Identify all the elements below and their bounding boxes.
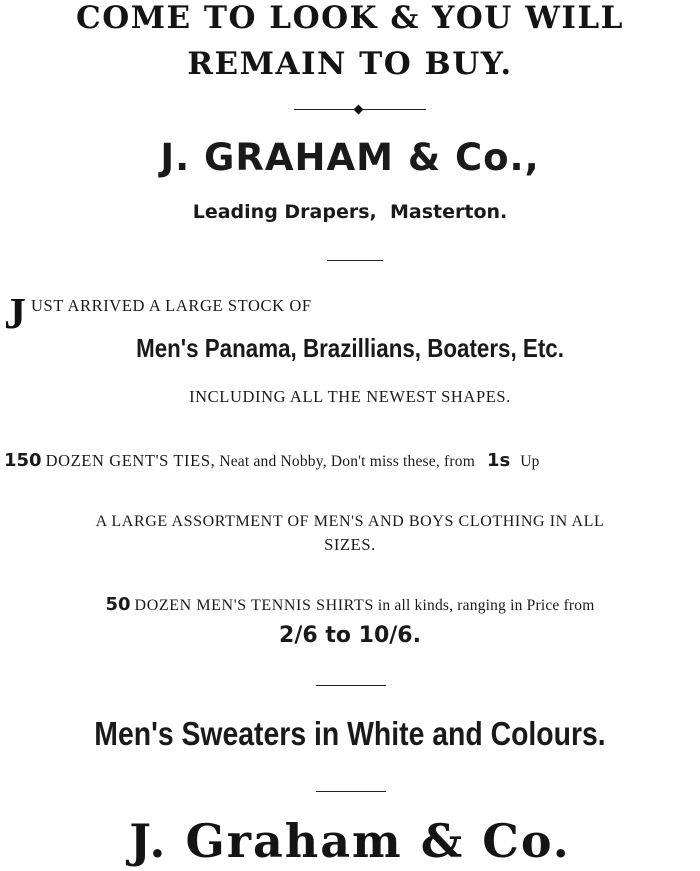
divider-rule-2 bbox=[316, 685, 386, 686]
headline-line-1: COME TO LOOK & YOU WILL bbox=[76, 0, 624, 36]
intro-text: UST ARRIVED A LARGE STOCK OF bbox=[31, 296, 312, 315]
ties-detail: Neat and Nobby, Don't miss these, from bbox=[219, 453, 475, 470]
shirts-quantity: 50 bbox=[105, 594, 131, 615]
footer-name: J. Graham & Co. bbox=[129, 814, 571, 868]
clothing-line-2: SIZES. bbox=[324, 535, 376, 554]
clothing-line-1: A LARGE ASSORTMENT OF MEN'S AND BOYS CLOTHING IN ALL bbox=[95, 513, 605, 530]
shirts-line bbox=[0, 594, 700, 615]
hats-title: Men's Panama, Brazillians, Boaters, Etc. bbox=[136, 333, 564, 363]
divider-rule-1 bbox=[327, 260, 383, 261]
shirts-caps-text: DOZEN MEN'S TENNIS SHIRTS bbox=[134, 597, 374, 614]
shirts-detail: in all kinds, ranging in Price from bbox=[377, 597, 595, 614]
sweaters-title: Men's Sweaters in White and Colours. bbox=[94, 715, 606, 752]
ties-quantity: 150 bbox=[4, 450, 42, 471]
drop-cap: J bbox=[4, 289, 26, 338]
ties-suffix: Up bbox=[520, 453, 540, 470]
divider-rule-3 bbox=[316, 791, 386, 792]
firm-name: J. GRAHAM & Co., bbox=[160, 136, 540, 179]
shirts-price-range: 2/6 to 10/6. bbox=[279, 623, 421, 648]
firm-tagline: Leading Drapers, Masterton. bbox=[192, 201, 508, 223]
headline-line-2: REMAIN TO BUY. bbox=[187, 46, 513, 82]
ties-line bbox=[4, 450, 540, 471]
ties-caps-text: DOZEN GENT'S TIES, bbox=[45, 451, 216, 470]
hats-subtitle: INCLUDING ALL THE NEWEST SHAPES. bbox=[189, 387, 511, 406]
diamond-ornament-icon bbox=[354, 105, 364, 115]
ties-price: 1s bbox=[486, 450, 511, 471]
